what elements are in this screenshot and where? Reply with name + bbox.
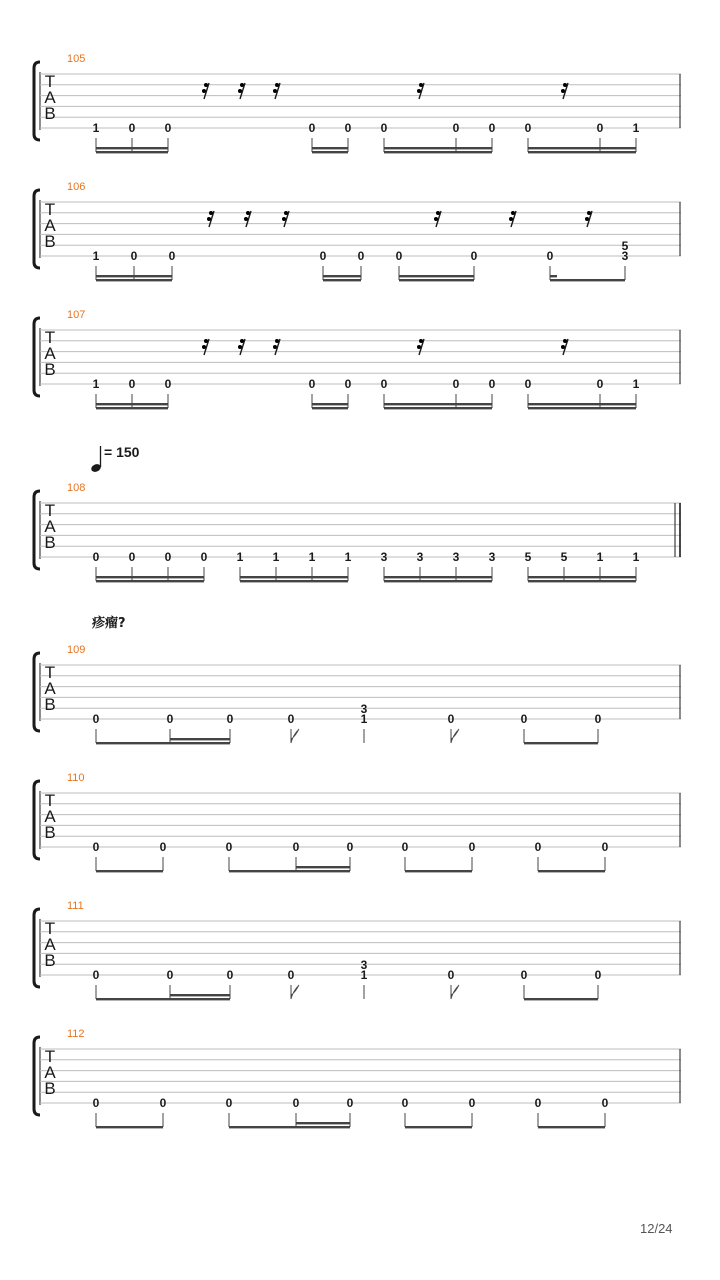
fret-number: 0 (594, 712, 602, 726)
tab-system-111 (34, 900, 681, 1000)
fret-number: 0 (344, 377, 352, 391)
beam (240, 580, 348, 582)
beam (96, 1126, 163, 1128)
fret-number: 0 (546, 249, 554, 263)
rest-dot (238, 345, 242, 349)
beam-secondary (296, 866, 350, 868)
rest-dot (419, 339, 423, 343)
measure-number: 107 (67, 309, 86, 321)
tab-clef-letter: B (44, 823, 56, 842)
fret-number: 0 (470, 249, 478, 263)
fret-number: 1 (596, 550, 604, 564)
sixteenth-rest-icon (273, 83, 280, 99)
fret-number: 0 (520, 712, 528, 726)
tab-clef-letter: T (44, 501, 56, 520)
fret-number: 1 (632, 377, 640, 391)
beam (96, 147, 168, 149)
fret-number: 0 (344, 121, 352, 135)
rest-dot (282, 217, 286, 221)
fret-number: 0 (292, 840, 300, 854)
rest-dot (417, 345, 421, 349)
beam (538, 870, 605, 872)
tab-clef-letter: A (44, 807, 56, 826)
measure-number: 105 (67, 53, 86, 65)
fret-number: 0 (287, 712, 295, 726)
rest-dot (561, 345, 565, 349)
tab-clef-letter: T (44, 72, 56, 91)
fret-number: 0 (164, 550, 172, 564)
tab-clef-letter: B (44, 1079, 56, 1098)
fret-number: 3 (380, 550, 388, 564)
sixteenth-rest-icon (207, 211, 214, 227)
beam (550, 279, 625, 281)
rest-dot (585, 217, 589, 221)
rest-dot (238, 89, 242, 93)
fret-number: 0 (401, 840, 409, 854)
beam-secondary (170, 994, 230, 996)
rest-dot (240, 339, 244, 343)
tab-system-108 (34, 482, 681, 582)
tab-clef-letter: B (44, 232, 56, 251)
system-bracket (34, 781, 40, 859)
fret-number: 0 (596, 377, 604, 391)
beam (96, 998, 230, 1000)
fret-number: 5 (524, 550, 532, 564)
fret-number: 0 (488, 121, 496, 135)
tab-clef-letter: B (44, 951, 56, 970)
sixteenth-rest-icon (561, 339, 568, 355)
beam (323, 275, 361, 277)
sixteenth-rest-icon (282, 211, 289, 227)
tab-clef-letter: A (44, 344, 56, 363)
sixteenth-rest-icon (238, 339, 245, 355)
measure-number: 111 (67, 900, 84, 912)
measure-number: 106 (67, 181, 86, 193)
beam (524, 742, 598, 744)
fret-number: 3 (360, 958, 368, 972)
fret-number: 1 (236, 550, 244, 564)
fret-number: 0 (524, 377, 532, 391)
fret-number: 3 (621, 249, 629, 263)
fret-number: 0 (308, 377, 316, 391)
fret-number: 0 (319, 249, 327, 263)
fret-number: 1 (360, 968, 368, 982)
fret-number: 0 (164, 121, 172, 135)
fret-number: 0 (601, 840, 609, 854)
rest-dot (244, 217, 248, 221)
fret-number: 0 (200, 550, 208, 564)
tab-clef-letter: T (44, 1047, 56, 1066)
rest-dot (209, 211, 213, 215)
fret-number: 1 (344, 550, 352, 564)
beam (399, 279, 474, 281)
eighth-flag (291, 985, 299, 999)
rest-dot (561, 89, 565, 93)
fret-number: 0 (534, 1096, 542, 1110)
eighth-flag (451, 985, 459, 999)
sixteenth-rest-icon (417, 339, 424, 355)
beam (312, 407, 348, 409)
fret-number: 0 (596, 121, 604, 135)
fret-number: 0 (452, 377, 460, 391)
fret-number: 0 (128, 377, 136, 391)
fret-number: 1 (632, 121, 640, 135)
fret-number: 0 (287, 968, 295, 982)
tab-system-106 (34, 181, 681, 281)
tab-system-109 (34, 644, 681, 744)
fret-number: 0 (226, 712, 234, 726)
fret-number: 1 (632, 550, 640, 564)
fret-number: 0 (226, 968, 234, 982)
fret-number: 0 (447, 712, 455, 726)
rest-dot (275, 83, 279, 87)
beam (405, 1126, 472, 1128)
beam (312, 403, 348, 405)
sixteenth-rest-icon (417, 83, 424, 99)
beam (528, 576, 636, 578)
beam (323, 279, 361, 281)
fret-number: 0 (130, 249, 138, 263)
fret-number: 0 (92, 712, 100, 726)
beam (384, 576, 492, 578)
fret-number: 0 (92, 968, 100, 982)
tab-clef-letter: T (44, 791, 56, 810)
fret-number: 0 (166, 712, 174, 726)
fret-number: 0 (92, 1096, 100, 1110)
fret-number: 0 (395, 249, 403, 263)
system-bracket (34, 1037, 40, 1115)
sixteenth-rest-icon (561, 83, 568, 99)
system-bracket (34, 491, 40, 569)
rest-dot (204, 339, 208, 343)
beam (399, 275, 474, 277)
beam (96, 279, 172, 281)
rest-dot (434, 217, 438, 221)
beam (405, 870, 472, 872)
section-label: 疹瘤? (92, 616, 126, 631)
beam (96, 151, 168, 153)
tab-clef-letter: A (44, 517, 56, 536)
fret-number: 5 (621, 239, 629, 253)
fret-number: 1 (92, 377, 100, 391)
fret-number: 0 (346, 1096, 354, 1110)
fret-number: 0 (128, 121, 136, 135)
tempo-note-icon (90, 446, 102, 473)
rest-dot (587, 211, 591, 215)
beam (229, 1126, 350, 1128)
rest-dot (563, 83, 567, 87)
fret-number: 0 (380, 377, 388, 391)
beam (96, 275, 172, 277)
tab-clef-letter: A (44, 679, 56, 698)
fret-number: 0 (292, 1096, 300, 1110)
fret-number: 0 (346, 840, 354, 854)
measure-number: 109 (67, 644, 86, 656)
system-bracket (34, 62, 40, 140)
fret-number: 0 (488, 377, 496, 391)
fret-number: 0 (452, 121, 460, 135)
system-bracket (34, 909, 40, 987)
beam (96, 576, 204, 578)
fret-number: 0 (534, 840, 542, 854)
tab-clef-letter: B (44, 104, 56, 123)
rest-dot (419, 83, 423, 87)
beam (528, 580, 636, 582)
tab-clef-letter: A (44, 88, 56, 107)
tab-clef-letter: T (44, 328, 56, 347)
system-bracket (34, 318, 40, 396)
sixteenth-rest-icon (509, 211, 516, 227)
beam (384, 403, 492, 405)
beam (528, 147, 636, 149)
sixteenth-rest-icon (434, 211, 441, 227)
fret-number: 0 (468, 1096, 476, 1110)
beam (312, 147, 348, 149)
fret-number: 0 (308, 121, 316, 135)
fret-number: 0 (401, 1096, 409, 1110)
tab-clef-letter: T (44, 663, 56, 682)
tab-clef-letter: A (44, 216, 56, 235)
rest-dot (275, 339, 279, 343)
fret-number: 0 (524, 121, 532, 135)
tab-system-107 (34, 309, 681, 409)
sixteenth-rest-icon (238, 83, 245, 99)
rest-dot (509, 217, 513, 221)
measure-number: 112 (67, 1028, 85, 1040)
rest-dot (207, 217, 211, 221)
rest-dot (202, 345, 206, 349)
fret-number: 3 (488, 550, 496, 564)
fret-number: 0 (447, 968, 455, 982)
fret-number: 0 (159, 840, 167, 854)
eighth-flag (451, 729, 459, 743)
rest-dot (204, 83, 208, 87)
beam (528, 151, 636, 153)
beam (528, 403, 636, 405)
fret-number: 5 (560, 550, 568, 564)
tab-clef-letter: T (44, 919, 56, 938)
beam-secondary (296, 1122, 350, 1124)
beam (96, 742, 230, 744)
beam (528, 407, 636, 409)
beam (384, 580, 492, 582)
beam (524, 998, 598, 1000)
fret-number: 0 (594, 968, 602, 982)
tempo-equals: = (104, 444, 113, 460)
fret-number: 0 (520, 968, 528, 982)
fret-number: 1 (92, 249, 100, 263)
sixteenth-rest-icon (202, 83, 209, 99)
fret-number: 0 (380, 121, 388, 135)
sixteenth-rest-icon (585, 211, 592, 227)
beam (96, 580, 204, 582)
tab-clef-letter: A (44, 1063, 56, 1082)
fret-number: 0 (159, 1096, 167, 1110)
rest-dot (284, 211, 288, 215)
tempo-marking (104, 444, 139, 460)
tab-clef-letter: T (44, 200, 56, 219)
fret-number: 0 (225, 840, 233, 854)
beam (312, 151, 348, 153)
fret-number: 3 (360, 702, 368, 716)
fret-number: 3 (452, 550, 460, 564)
tempo-bpm: 150 (116, 444, 140, 460)
fret-number: 1 (92, 121, 100, 135)
beam (384, 151, 492, 153)
rest-dot (417, 89, 421, 93)
sixteenth-rest-icon (244, 211, 251, 227)
measure-number: 108 (67, 482, 86, 494)
fret-number: 0 (357, 249, 365, 263)
beam (96, 403, 168, 405)
fret-number: 0 (601, 1096, 609, 1110)
tab-clef-letter: B (44, 533, 56, 552)
beam-stub (550, 275, 557, 277)
fret-number: 0 (468, 840, 476, 854)
fret-number: 0 (166, 968, 174, 982)
rest-dot (202, 89, 206, 93)
tab-system-105 (34, 53, 681, 153)
fret-number: 0 (128, 550, 136, 564)
measure-number: 110 (67, 772, 85, 784)
system-bracket (34, 190, 40, 268)
fret-number: 1 (272, 550, 280, 564)
fret-number: 1 (308, 550, 316, 564)
tab-clef-letter: B (44, 695, 56, 714)
fret-number: 3 (416, 550, 424, 564)
tab-system-110 (34, 772, 681, 872)
fret-number: 0 (92, 840, 100, 854)
sixteenth-rest-icon (273, 339, 280, 355)
fret-number: 0 (164, 377, 172, 391)
rest-dot (563, 339, 567, 343)
beam (229, 870, 350, 872)
rest-dot (273, 345, 277, 349)
rest-dot (240, 83, 244, 87)
tab-clef-letter: A (44, 935, 56, 954)
beam (96, 870, 163, 872)
fret-number: 0 (92, 550, 100, 564)
beam (96, 407, 168, 409)
beam (240, 576, 348, 578)
rest-dot (511, 211, 515, 215)
rest-dot (246, 211, 250, 215)
eighth-flag (291, 729, 299, 743)
fret-number: 0 (168, 249, 176, 263)
beam (384, 407, 492, 409)
fret-number: 0 (225, 1096, 233, 1110)
system-bracket (34, 653, 40, 731)
rest-dot (436, 211, 440, 215)
sixteenth-rest-icon (202, 339, 209, 355)
tab-system-112 (34, 1028, 681, 1128)
beam-secondary (170, 738, 230, 740)
fret-number: 1 (360, 712, 368, 726)
beam (384, 147, 492, 149)
rest-dot (273, 89, 277, 93)
tab-clef-letter: B (44, 360, 56, 379)
page-number: 12/24 (640, 1221, 673, 1236)
beam (538, 1126, 605, 1128)
